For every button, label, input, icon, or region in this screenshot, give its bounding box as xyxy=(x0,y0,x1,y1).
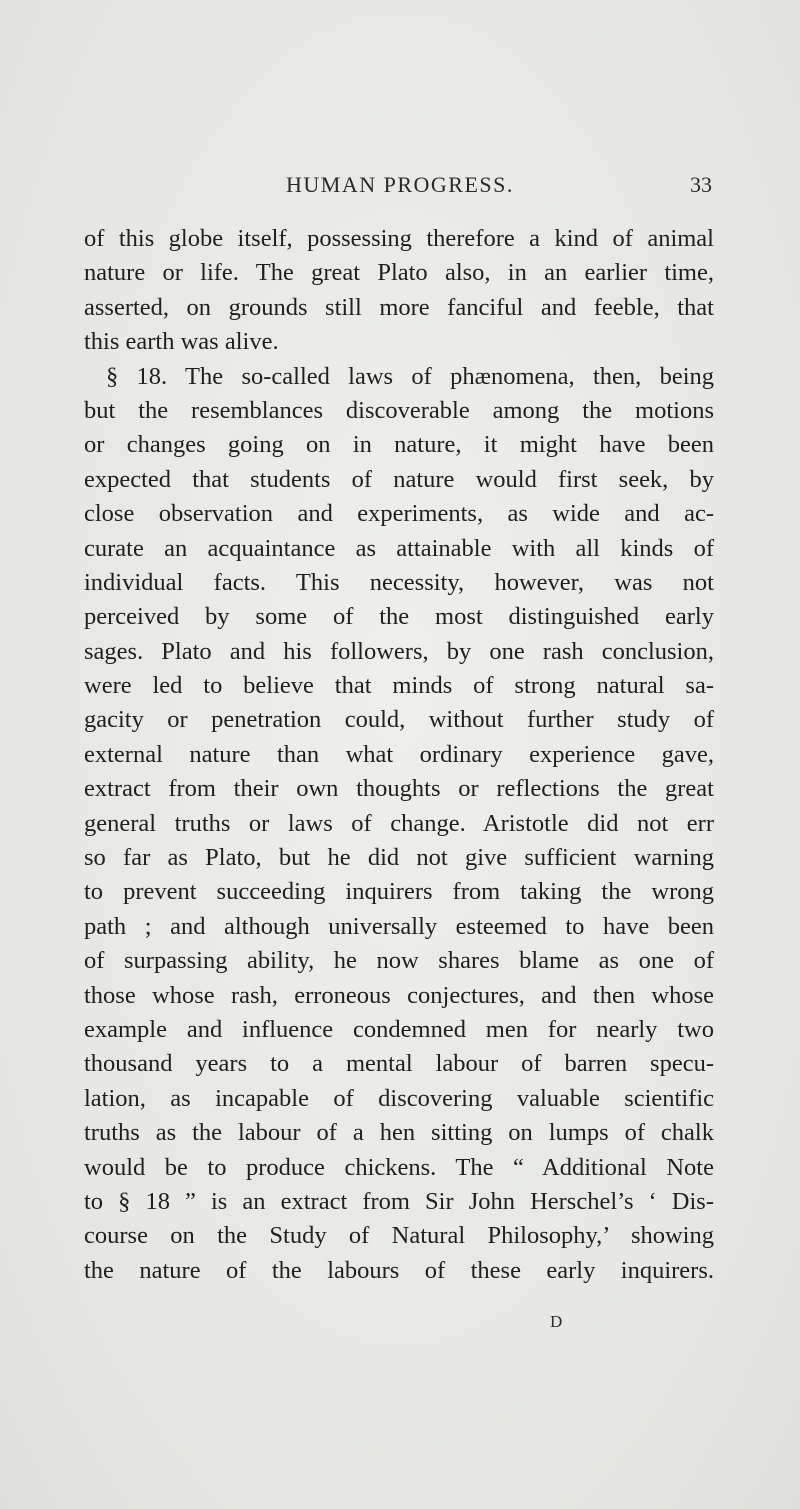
text-line: example and influence condemned men for nearly two xyxy=(84,1015,714,1043)
running-head xyxy=(86,172,712,202)
text-line: extract from their own thoughts or reflections the great xyxy=(84,775,714,803)
text-line: lation, as incapable of discovering valuable scientific xyxy=(84,1084,714,1112)
text-line: expected that students of nature would first seek, by xyxy=(84,465,714,493)
text-line: path ; and although universally esteemed to have been xyxy=(84,912,714,940)
text-line: of surpassing ability, he now shares blame as one of xyxy=(84,947,714,975)
text-line: to § 18 ” is an extract from Sir John Herschel’s ‘ Dis- xyxy=(84,1187,714,1215)
text-line: § 18. The so-called laws of phænomena, then, being xyxy=(106,362,714,390)
text-line: gacity or penetration could, without further study of xyxy=(84,706,714,734)
text-line: so far as Plato, but he did not give sufficient warning xyxy=(84,844,714,872)
text-line: close observation and experiments, as wide and ac- xyxy=(84,500,714,528)
text-line: of this globe itself, possessing therefore a kind of animal xyxy=(84,225,714,252)
text-line: individual facts. This necessity, however, was not xyxy=(84,568,714,596)
text-line: general truths or laws of change. Aristotle did not err xyxy=(84,809,714,837)
text-line: to prevent succeeding inquirers from taking the wrong xyxy=(84,878,714,906)
text-line: course on the Study of Natural Philosophy,’ showing xyxy=(84,1222,714,1250)
text-line: this earth was alive. xyxy=(84,328,279,356)
text-line: but the resemblances discoverable among the motions xyxy=(84,396,714,424)
text-line: truths as the labour of a hen sitting on lumps of chalk xyxy=(84,1119,714,1147)
text-line: asserted, on grounds still more fanciful and feeble, that xyxy=(84,293,714,321)
text-line: sages. Plato and his followers, by one rash conclusion, xyxy=(84,637,714,665)
text-line: the nature of the labours of these early inquirers. xyxy=(84,1256,714,1284)
page-number: 33 xyxy=(690,172,712,197)
text-line: or changes going on in nature, it might have been xyxy=(84,431,714,459)
text-line: thousand years to a mental labour of barren specu- xyxy=(84,1050,714,1078)
body-text xyxy=(84,222,714,1288)
text-line: nature or life. The great Plato also, in an earlier time, xyxy=(84,259,714,287)
text-line: were led to believe that minds of strong natural sa- xyxy=(84,672,714,700)
text-line: would be to produce chickens. The “ Additional Note xyxy=(84,1153,714,1181)
text-line: curate an acquaintance as attainable with all kinds of xyxy=(84,534,714,562)
text-line: external nature than what ordinary experience gave, xyxy=(84,740,714,768)
text-line: those whose rash, erroneous conjectures, and then whose xyxy=(84,981,714,1009)
text-line: perceived by some of the most distinguished early xyxy=(84,603,714,631)
running-head-title: HUMAN PROGRESS. xyxy=(286,172,514,197)
signature-mark: D xyxy=(550,1312,563,1331)
